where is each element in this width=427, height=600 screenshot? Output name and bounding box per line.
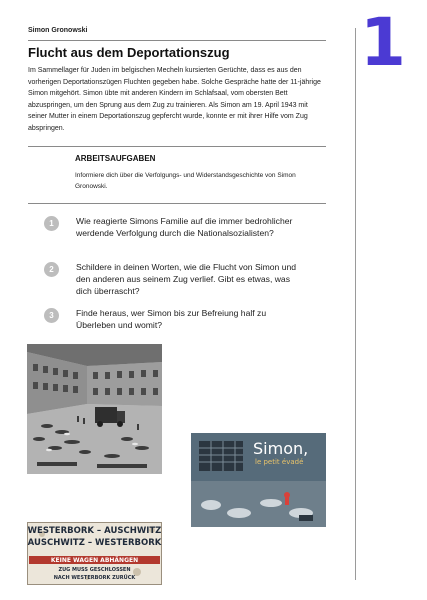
question-number-badge: 1	[44, 216, 59, 231]
tasks-subheading: Informiere dich über die Verfolgungs- und Widerstandsgeschichte von Simon Gronowski.	[75, 172, 296, 190]
book-title: Simon,	[253, 439, 309, 458]
railway-sign-photo	[27, 522, 162, 585]
sign-line: NACH WESTERBORK ZURÜCK	[53, 575, 136, 581]
tasks-rule	[28, 203, 326, 204]
sign-line: ZUG MUSS GESCHLOSSEN	[58, 567, 131, 573]
question-text: Finde heraus, wer Simon bis zur Befreiung half zu Überleben und womit?	[76, 308, 267, 330]
margin-divider	[355, 28, 356, 580]
camp-courtyard-photo	[27, 344, 162, 474]
chapter-number: 1	[360, 4, 406, 81]
article-title: Flucht aus dem Deportationszug	[28, 45, 230, 60]
question-number-badge: 2	[44, 262, 59, 277]
sign-line: AUSCHWITZ – WESTERBORK	[27, 538, 162, 548]
top-rule	[28, 40, 326, 41]
book-subtitle: le petit évadé	[255, 458, 304, 466]
book-cover-image	[191, 433, 326, 527]
sign-line: WESTERBORK – AUSCHWITZ	[27, 526, 162, 536]
section-rule	[28, 146, 326, 147]
article-intro: Im Sammellager für Juden im belgischen Mecheln kursierten Gerüchte, dass es aus den vorherigen Deportationszügen Fluchten gegeben habe. Solche Gespräche hatte der 11-jährige Simon mitgehört. Simon übte mit anderen Kindern im Schlafsaal, vom obersten Bett abzuspringen, um den Sprung aus dem Zug zu trainieren. Als Simon am 19. April 1943 mit seiner Mutter in einem Deportationszug gepfercht wurde, konnte er mit ihrer Hilfe vom Zug abspringen.	[28, 67, 321, 132]
sign-line: KEINE WAGEN ABHÄNGEN	[50, 557, 139, 564]
question-text: Wie reagierte Simons Familie auf die immer bedrohlicher werdende Verfolgung durch die Nationalsozialisten?	[76, 216, 293, 238]
camp-courtyard-illustration	[27, 344, 162, 474]
question-number-badge: 3	[44, 308, 59, 323]
question-text: Schildere in deinen Worten, wie die Flucht von Simon und den anderen aus seinem Zug verlief. Gibt es etwas, was dich überrascht?	[76, 262, 297, 296]
tasks-heading: ARBEITSAUFGABEN	[75, 154, 156, 163]
author-name: Simon Gronowski	[28, 27, 88, 34]
